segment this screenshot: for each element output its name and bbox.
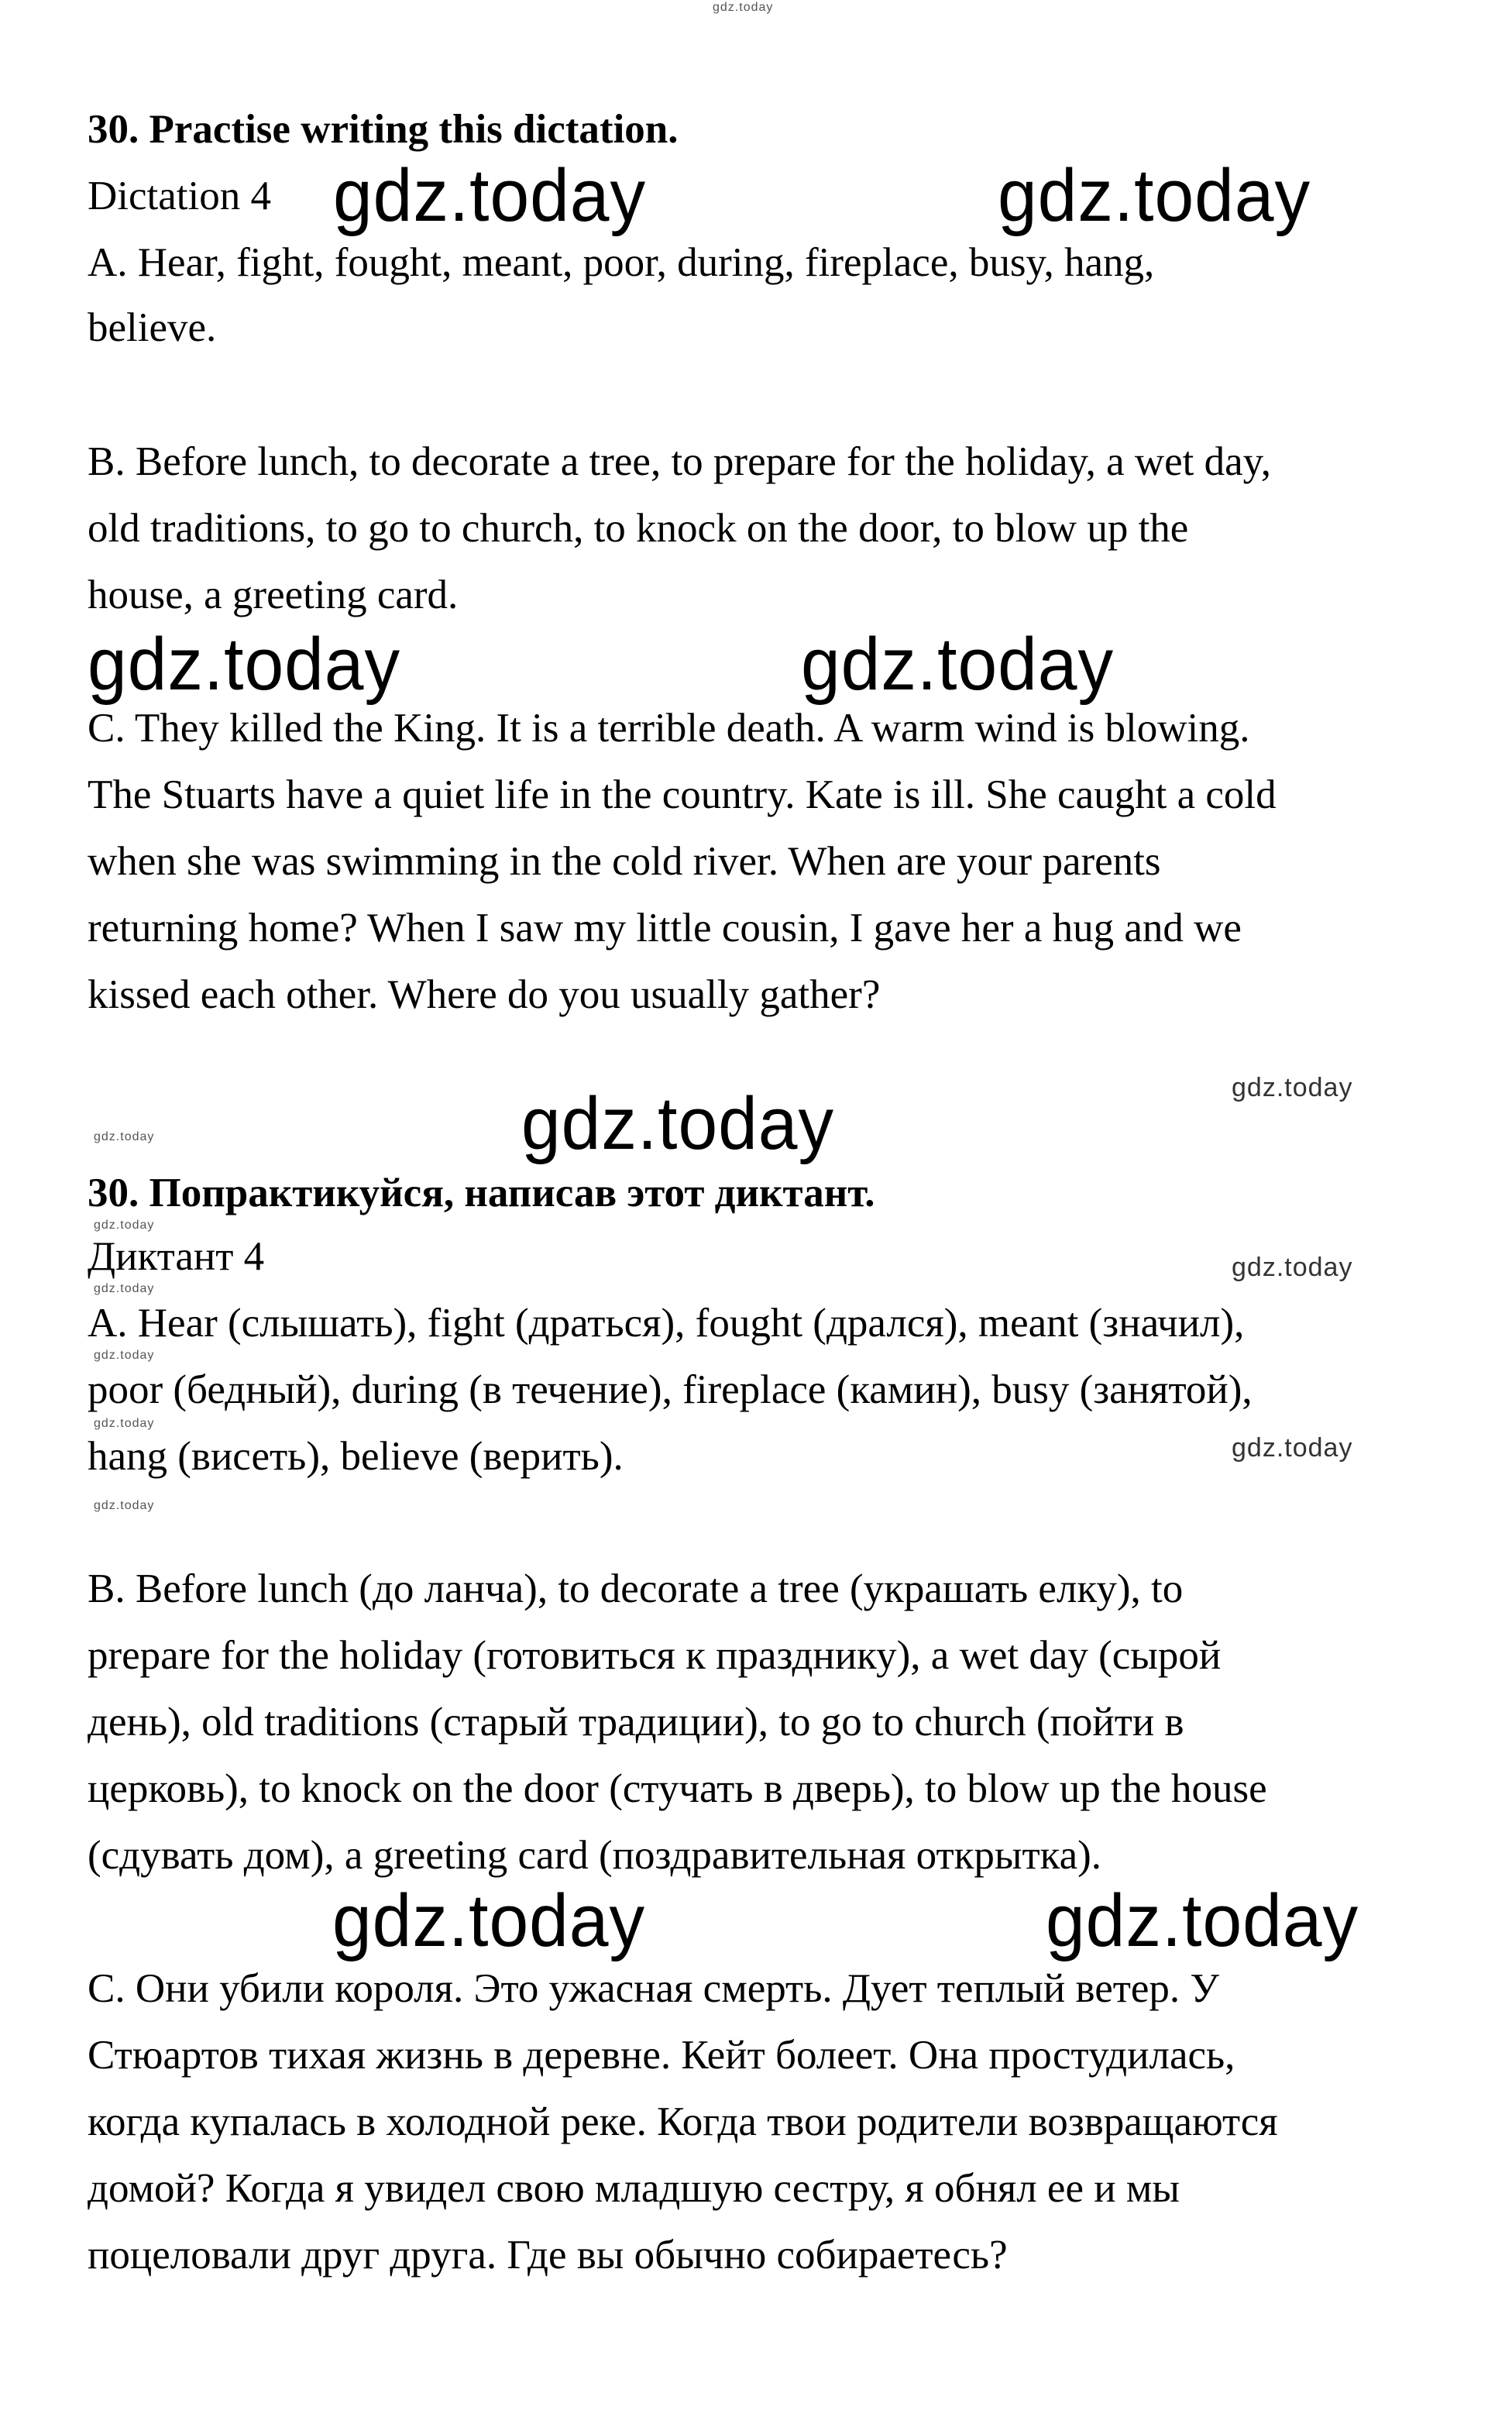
- watermark: gdz.today: [1232, 1253, 1353, 1282]
- watermark: gdz.today: [713, 1, 774, 14]
- part-b-line: B. Before lunch, to decorate a tree, to prepare for the holiday, a wet day,: [88, 439, 1271, 484]
- part-c-line-ru: С. Они убили короля. Это ужасная смерть. Дует теплый ветер. У: [88, 1966, 1219, 2011]
- part-a-line-ru: A. Hear (слышать), fight (драться), fought (дрался), meant (значил),: [88, 1301, 1245, 1346]
- part-c-line-ru: когда купалась в холодной реке. Когда твои родители возвращаются: [88, 2099, 1278, 2144]
- dictation-title-ru: Диктант 4: [88, 1234, 265, 1279]
- part-b-line-ru: день), old traditions (старый традиции), to go to church (пойти в: [88, 1700, 1184, 1745]
- part-b-line-ru: B. Before lunch (до ланча), to decorate a tree (украшать елку), to: [88, 1566, 1184, 1611]
- part-b-line-ru: prepare for the holiday (готовиться к празднику), a wet day (сырой: [88, 1633, 1222, 1678]
- watermark: gdz.today: [332, 1879, 646, 1962]
- exercise-heading-ru: 30. Попрактикуйся, написав этот диктант.: [88, 1171, 875, 1215]
- watermark: gdz.today: [94, 1219, 155, 1232]
- watermark: gdz.today: [94, 1417, 155, 1430]
- part-c-line: C. They killed the King. It is a terrible death. A warm wind is blowing.: [88, 706, 1250, 751]
- part-b-line: old traditions, to go to church, to knock on the door, to blow up the: [88, 506, 1189, 551]
- watermark: gdz.today: [94, 1499, 155, 1512]
- part-a-line-ru: hang (висеть), believe (верить).: [88, 1434, 624, 1479]
- part-c-line: when she was swimming in the cold river. When are your parents: [88, 839, 1161, 884]
- part-c-line: returning home? When I saw my little cousin, I gave her a hug and we: [88, 906, 1242, 951]
- watermark: gdz.today: [1232, 1433, 1353, 1463]
- exercise-heading: 30. Practise writing this dictation.: [88, 107, 679, 152]
- watermark: gdz.today: [333, 154, 647, 237]
- part-b-line-ru: церковь), to knock on the door (стучать в дверь), to blow up the house: [88, 1766, 1267, 1811]
- part-c-line-ru: домой? Когда я увидел свою младшую сестру, я обнял ее и мы: [88, 2166, 1180, 2211]
- part-c-line-ru: Стюартов тихая жизнь в деревне. Кейт болеет. Она простудилась,: [88, 2033, 1235, 2078]
- part-b-line-ru: (сдувать дом), a greeting card (поздравительная открытка).: [88, 1833, 1102, 1878]
- watermark: gdz.today: [94, 1349, 155, 1362]
- watermark: gdz.today: [998, 154, 1311, 237]
- part-c-line: kissed each other. Where do you usually gather?: [88, 972, 881, 1017]
- watermark: gdz.today: [801, 623, 1115, 706]
- watermark: gdz.today: [1046, 1879, 1359, 1962]
- watermark: gdz.today: [94, 1130, 155, 1143]
- part-c-line-ru: поцеловали друг друга. Где вы обычно собираетесь?: [88, 2233, 1008, 2278]
- watermark: gdz.today: [1232, 1073, 1353, 1102]
- watermark: gdz.today: [521, 1082, 835, 1165]
- part-c-line: The Stuarts have a quiet life in the country. Kate is ill. She caught a cold: [88, 772, 1277, 817]
- watermark: gdz.today: [94, 1282, 155, 1295]
- watermark: gdz.today: [88, 623, 401, 706]
- part-b-line: house, a greeting card.: [88, 572, 459, 617]
- part-a-line: believe.: [88, 305, 217, 350]
- part-a-line-ru: poor (бедный), during (в течение), fireplace (камин), busy (занятой),: [88, 1367, 1253, 1412]
- part-a-line: A. Hear, fight, fought, meant, poor, during, fireplace, busy, hang,: [88, 240, 1155, 285]
- dictation-title: Dictation 4: [88, 174, 271, 218]
